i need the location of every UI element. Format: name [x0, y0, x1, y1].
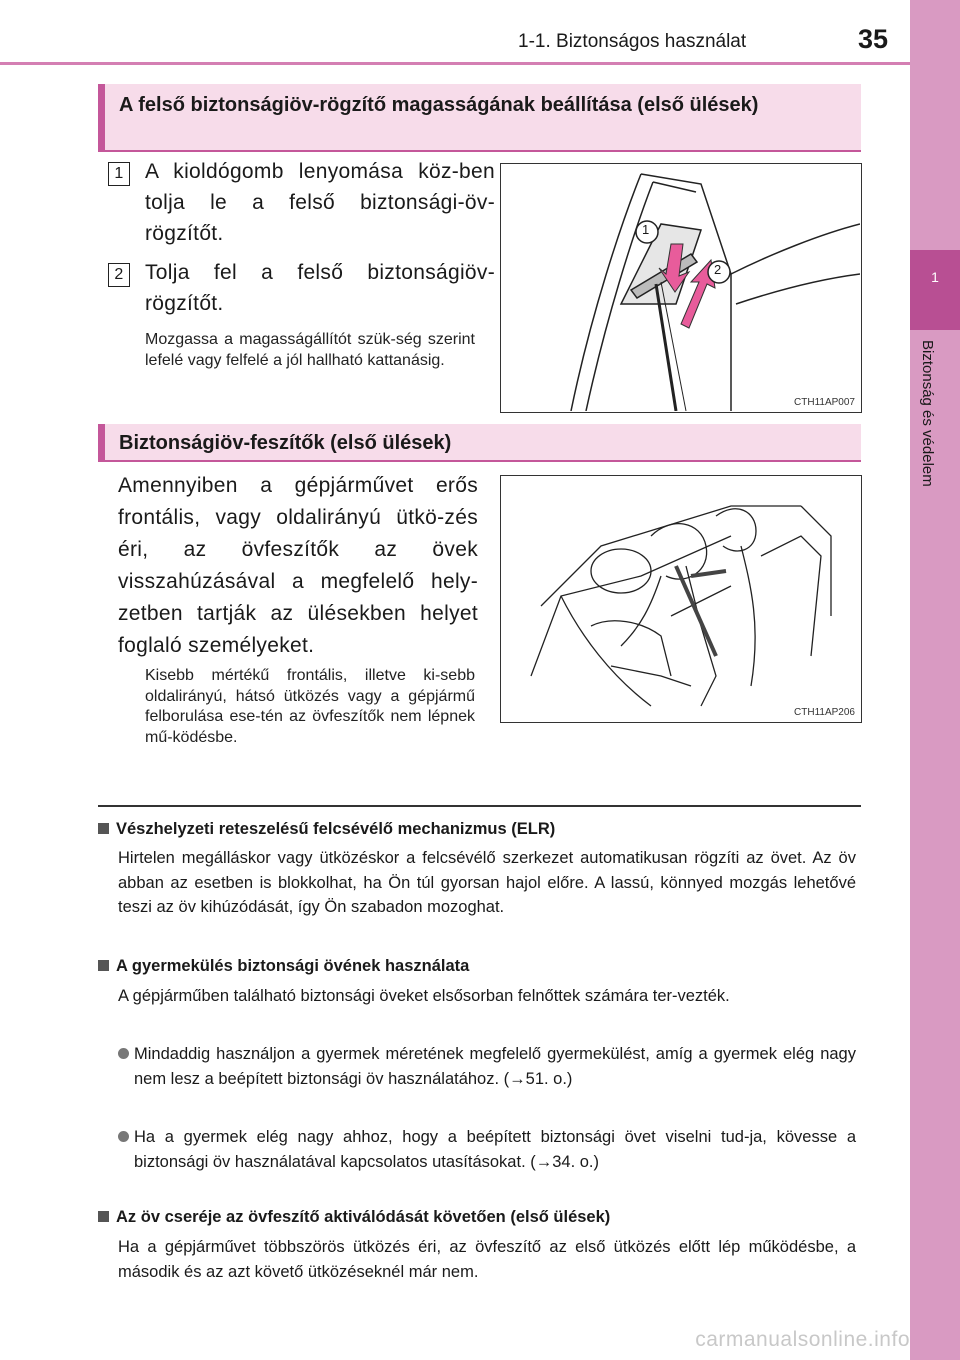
- figure-belt-anchor: [500, 163, 862, 413]
- figure-pretensioner: [500, 475, 862, 723]
- section-divider: [98, 805, 861, 807]
- info-heading-elr: [98, 820, 555, 839]
- square-bullet-icon: [98, 823, 109, 834]
- info-heading-text: A gyermekülés biztonsági övének használata: [116, 957, 470, 975]
- note-pretensioner: Kisebb mértékű frontális, illetve ki-sebb oldalirányú, hátsó ütközés vagy a gépjármű felborulása ese-tén az övfeszítők nem lépnek mű-ködésbe.: [145, 667, 475, 746]
- square-bullet-icon: [98, 960, 109, 971]
- info-body-replacement: Ha a gépjárművet többszörös ütközés éri, az övfeszítő az első ütközés előtt lép működésbe, a második és az azt követő ütközéseknél már nem.: [118, 1238, 856, 1281]
- info-heading-text: Az öv cseréje az övfeszítő aktiválódását követően (első ülések): [116, 1208, 611, 1226]
- section-heading-text: A felső biztonságiöv-rögzítő magasságának beállítása (első ülések): [119, 94, 759, 116]
- step-number: 2: [108, 263, 130, 287]
- info-body-child-seat: A gépjárműben található biztonsági öveket elsősorban felnőttek számára ter-vezték.: [118, 987, 730, 1005]
- step-text: Tolja fel a felső biztonságiöv-rögzítőt.: [145, 261, 495, 315]
- car-interior-illustration: [501, 476, 860, 721]
- figure-code: CTH11AP206: [794, 707, 855, 718]
- figure-code: CTH11AP007: [794, 397, 855, 408]
- info-heading-text: Vészhelyzeti reteszelésű felcsévélő mechanizmus (ELR): [116, 820, 556, 838]
- callout-2: 2: [714, 262, 722, 277]
- round-bullet-icon: [118, 1131, 129, 1142]
- note-adjuster: Mozgassa a magasságállítót szük-ség szerint lefelé vagy felfelé a jól hallható kattanásig.: [145, 331, 475, 369]
- info-body-elr: Hirtelen megálláskor vagy ütközéskor a felcsévélő szerkezet automatikusan rögzíti az övet. Az öv abban az esetben is blokkolhat, ha Ön túl gyorsan hajol előre. A lassú, könnyed mozgás lehetővé teszi az öv kihúzódását, így Ön szabadon mozoghat.: [118, 849, 856, 916]
- square-bullet-icon: [98, 1211, 109, 1222]
- info-heading-replacement: [98, 1208, 610, 1227]
- side-tab-label: Biztonság és védelem: [919, 340, 936, 487]
- page-number: 35: [858, 24, 889, 54]
- section-heading-text: Biztonságiöv-feszítők (első ülések): [119, 432, 452, 454]
- side-tab-number: 1: [910, 250, 960, 330]
- watermark: carmanualsonline.info: [695, 1328, 910, 1351]
- step-text: A kioldógomb lenyomása köz-ben tolja le a felső biztonsági-öv-rögzítőt.: [145, 160, 495, 245]
- bullet-text: Mindaddig használjon a gyermek méretének megfelelő gyermekülést, amíg a gyermek elég nagy nem lesz a beépített biztonsági öv használatához. (→51. o.): [134, 1045, 856, 1088]
- header-rule: [0, 62, 910, 65]
- step-number: 1: [108, 162, 130, 186]
- section-heading-belt-height: [98, 84, 861, 152]
- bullet-text: Ha a gyermek elég nagy ahhoz, hogy a beépített biztonsági övet viselni tud-ja, kövesse a biztonsági öv használatával kapcsolatos utasításokat. (→34. o.): [134, 1128, 856, 1171]
- section-heading-pretensioners: [98, 424, 861, 462]
- callout-1: 1: [642, 222, 650, 237]
- info-heading-child-seat: [98, 957, 469, 976]
- round-bullet-icon: [118, 1048, 129, 1059]
- pretensioner-description: Amennyiben a gépjárművet erős frontális, vagy oldalirányú ütkö-zés éri, az övfeszítők az övek visszahúzásával a megfelelő hely-zetben tartják az ülésekben helyet foglaló személyeket.: [118, 474, 478, 657]
- belt-anchor-illustration: [501, 164, 860, 411]
- chapter-title: 1-1. Biztonságos használat: [518, 31, 747, 52]
- side-tab: [910, 0, 960, 1360]
